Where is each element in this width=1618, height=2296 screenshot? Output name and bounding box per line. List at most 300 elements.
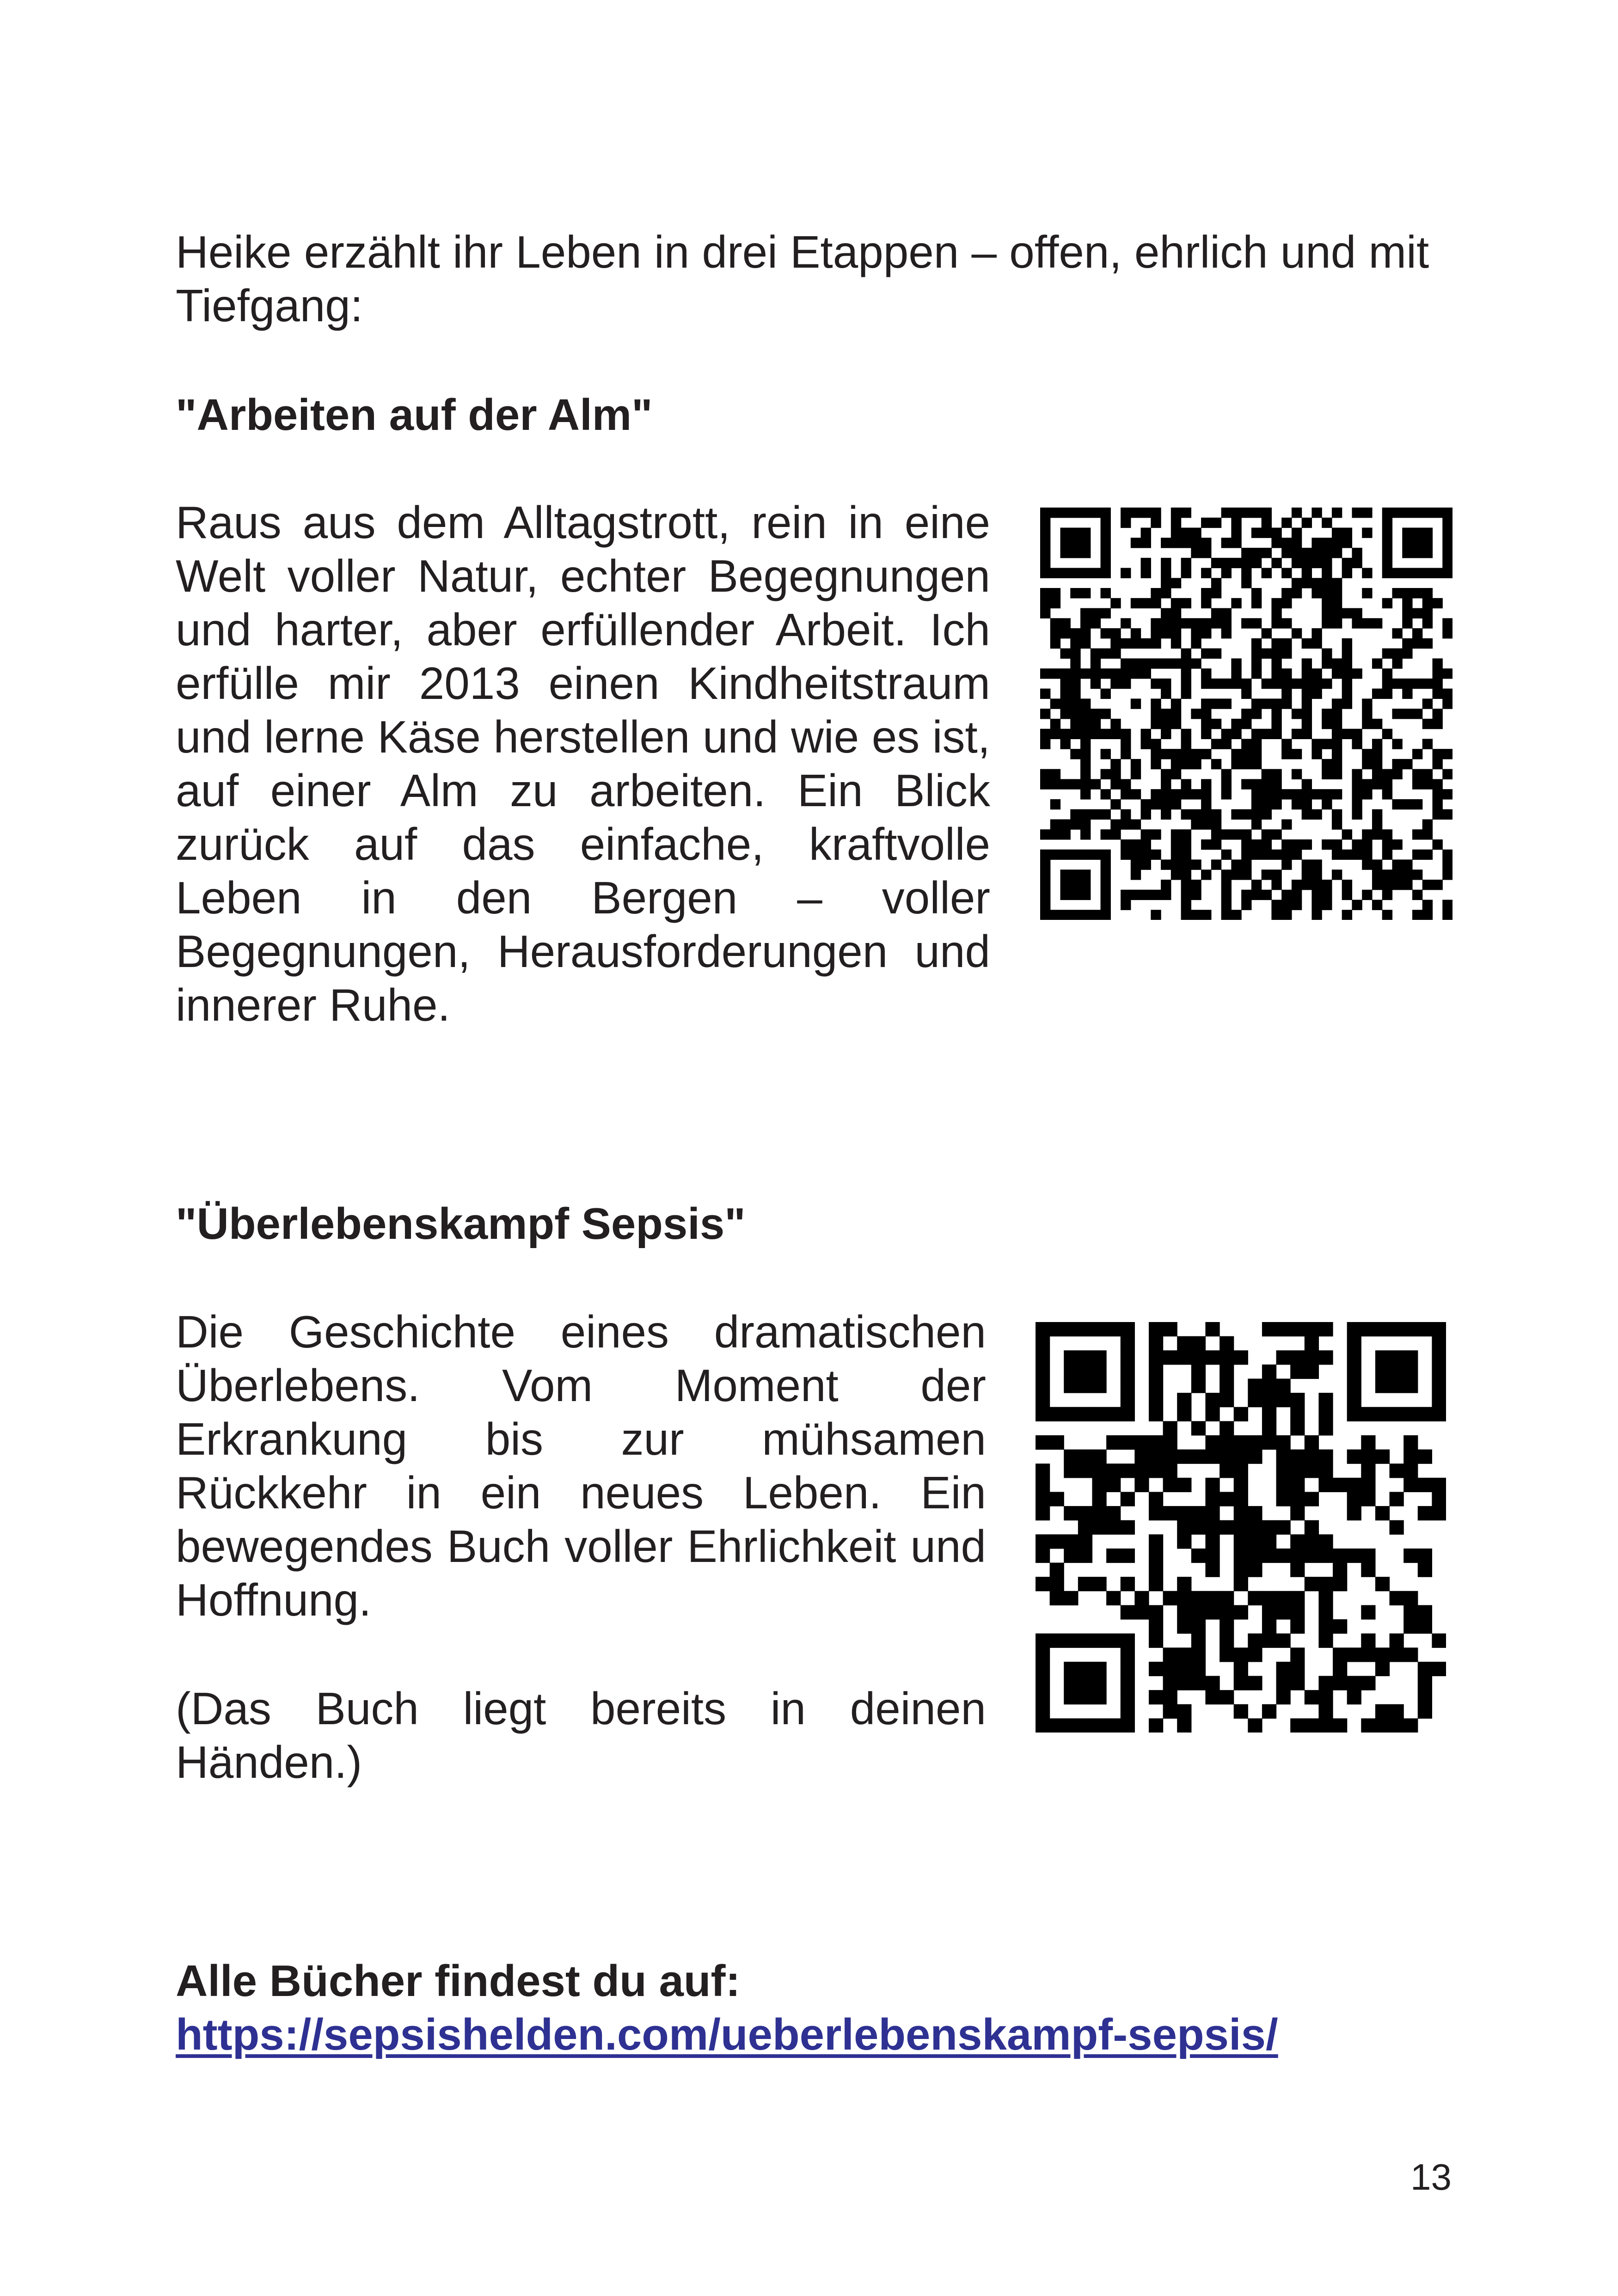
qr-module [1361, 1605, 1375, 1619]
qr-module [1181, 859, 1191, 869]
qr-module [1402, 608, 1412, 618]
qr-module [1362, 709, 1372, 719]
qr-module [1271, 799, 1281, 809]
qr-module [1322, 548, 1332, 558]
qr-module [1418, 1676, 1432, 1690]
qr-module [1403, 1718, 1418, 1733]
qr-module [1347, 1365, 1361, 1379]
qr-module [1231, 859, 1241, 869]
qr-module [1442, 558, 1453, 568]
qr-module [1432, 679, 1442, 689]
qr-module [1177, 1704, 1191, 1719]
qr-module [1050, 668, 1060, 679]
qr-module [1392, 880, 1402, 890]
qr-module [1392, 709, 1402, 719]
qr-module [1036, 1718, 1050, 1733]
qr-module [1161, 880, 1171, 890]
qr-module [1262, 1591, 1276, 1605]
qr-module [1347, 1647, 1361, 1662]
qr-module [1432, 1350, 1446, 1365]
qr-module [1091, 658, 1101, 668]
qr-module [1432, 789, 1442, 799]
qr-module [1432, 839, 1442, 850]
qr-module [1251, 668, 1262, 679]
qr-module [1342, 528, 1352, 538]
qr-module [1177, 1605, 1191, 1619]
qr-module [1251, 850, 1262, 860]
qr-module [1342, 729, 1352, 739]
qr-module [1050, 1634, 1064, 1648]
qr-module [1171, 578, 1181, 588]
qr-module [1418, 1605, 1432, 1619]
qr-module [1040, 548, 1050, 558]
qr-module [1149, 1718, 1163, 1733]
qr-module [1131, 538, 1141, 548]
qr-module [1281, 689, 1292, 699]
qr-module [1091, 709, 1101, 719]
qr-module [1412, 588, 1422, 598]
qr-module [1241, 859, 1251, 869]
qr-module [1151, 508, 1161, 518]
qr-module [1070, 779, 1080, 789]
qr-module [1191, 618, 1201, 628]
qr-module [1121, 1634, 1135, 1648]
qr-module [1251, 698, 1262, 709]
qr-module [1322, 558, 1332, 568]
qr-module [1121, 739, 1131, 749]
qr-module [1121, 658, 1131, 668]
qr-module [1276, 1450, 1291, 1464]
qr-module [1290, 1365, 1305, 1379]
qr-module [1322, 568, 1332, 578]
qr-module [1271, 900, 1281, 910]
qr-module [1318, 1591, 1333, 1605]
qr-module [1432, 1492, 1446, 1506]
qr-module [1403, 1549, 1418, 1563]
qr-module [1271, 729, 1281, 739]
qr-module [1060, 628, 1071, 638]
qr-module [1281, 618, 1292, 628]
qr-module [1422, 829, 1433, 839]
qr-module [1091, 608, 1101, 618]
qr-module [1281, 819, 1292, 829]
qr-module [1442, 850, 1453, 860]
qr-module [1382, 558, 1392, 568]
qr-module [1422, 598, 1433, 608]
qr-module [1442, 859, 1453, 869]
qr-module [1040, 900, 1050, 910]
qr-module [1248, 1378, 1262, 1393]
qr-module [1201, 649, 1211, 659]
qr-module [1121, 1690, 1135, 1704]
qr-module [1347, 1478, 1361, 1492]
qr-module [1262, 628, 1272, 638]
qr-module [1382, 598, 1392, 608]
qr-module [1091, 568, 1101, 578]
qr-module [1241, 829, 1251, 839]
qr-module [1290, 1407, 1305, 1421]
qr-module [1161, 729, 1171, 739]
qr-module [1036, 1690, 1050, 1704]
qr-module [1342, 850, 1352, 860]
qr-module [1403, 1647, 1418, 1662]
qr-module [1442, 628, 1453, 638]
qr-module [1402, 649, 1412, 659]
qr-module [1305, 1322, 1319, 1336]
qr-module [1422, 618, 1433, 628]
qr-module [1050, 719, 1060, 729]
qr-module [1040, 910, 1050, 920]
qr-module [1050, 1577, 1064, 1591]
qr-module [1271, 608, 1281, 618]
qr-module [1070, 698, 1080, 709]
qr-module [1060, 779, 1071, 789]
qr-module [1161, 608, 1171, 618]
qr-module [1231, 910, 1241, 920]
qr-module [1347, 1378, 1361, 1393]
qr-module [1392, 839, 1402, 850]
qr-module [1231, 759, 1241, 769]
qr-module [1078, 1690, 1092, 1704]
qr-module [1131, 628, 1141, 638]
qr-module [1121, 1435, 1135, 1450]
qr-module [1220, 1435, 1234, 1450]
qr-module [1220, 1520, 1234, 1535]
qr-module [1305, 1718, 1319, 1733]
qr-module [1091, 779, 1101, 789]
books-link[interactable]: https://sepsishelden.com/ueberlebenskampf-sepsis/ [176, 2010, 1278, 2059]
qr-module [1333, 1549, 1347, 1563]
qr-module [1161, 689, 1171, 699]
qr-module [1080, 729, 1091, 739]
qr-module [1432, 668, 1442, 679]
qr-module [1221, 558, 1232, 568]
qr-module [1352, 729, 1362, 739]
qr-module [1151, 698, 1161, 709]
qr-module [1318, 1690, 1333, 1704]
qr-module [1352, 779, 1362, 789]
qr-module [1060, 538, 1071, 548]
qr-module [1281, 789, 1292, 799]
qr-module [1177, 1478, 1191, 1492]
qr-module [1418, 1704, 1432, 1719]
qr-module [1271, 658, 1281, 668]
qr-module [1151, 739, 1161, 749]
qr-module [1201, 698, 1211, 709]
qr-module [1392, 679, 1402, 689]
qr-module [1392, 759, 1402, 769]
qr-module [1191, 528, 1201, 538]
qr-module [1149, 1577, 1163, 1591]
qr-module [1231, 538, 1241, 548]
qr-module [1040, 518, 1050, 528]
qr-module [1121, 789, 1131, 799]
qr-module [1149, 1350, 1163, 1365]
qr-module [1248, 1520, 1262, 1535]
qr-module [1106, 1506, 1121, 1520]
qr-module [1312, 689, 1322, 699]
qr-module [1333, 1676, 1347, 1690]
qr-module [1101, 880, 1111, 890]
qr-module [1211, 839, 1221, 850]
qr-module [1402, 588, 1412, 598]
qr-module [1281, 859, 1292, 869]
qr-module [1234, 1676, 1248, 1690]
qr-module [1302, 719, 1312, 729]
qr-module [1347, 1322, 1361, 1336]
qr-module [1312, 880, 1322, 890]
qr-module [1281, 518, 1292, 528]
qr-module [1382, 890, 1392, 900]
qr-module [1234, 1647, 1248, 1662]
qr-module [1036, 1350, 1050, 1365]
qr-module [1101, 568, 1111, 578]
qr-module [1312, 789, 1322, 799]
qr-module [1302, 839, 1312, 850]
qr-module [1201, 819, 1211, 829]
qr-module [1064, 1690, 1078, 1704]
qr-module [1078, 1520, 1092, 1535]
qr-module [1161, 628, 1171, 638]
qr-module [1177, 1393, 1191, 1407]
qr-module [1163, 1647, 1177, 1662]
qr-module [1231, 729, 1241, 739]
qr-module [1211, 829, 1221, 839]
qr-module [1110, 799, 1121, 809]
qr-module [1080, 880, 1091, 890]
qr-module [1134, 1591, 1149, 1605]
qr-module [1161, 779, 1171, 789]
qr-module [1231, 658, 1241, 668]
qr-module [1418, 1690, 1432, 1704]
qr-module [1191, 1605, 1206, 1619]
book-description-alm: Raus aus dem Alltagstrott, rein in eine Welt voller Natur, echter Begegnungen und harter, aber erfüllender Arbeit. Ich erfülle mir 2013 einen Kindheitstraum und lerne Käse herstellen und wie es ist, auf einer Alm zu arbeiten. Ein Blick zurück auf das einfache, kraftvolle Leben in den Bergen – voller Begegnungen, Herausforderungen und innerer Ruhe. [176, 497, 990, 1030]
qr-module [1352, 809, 1362, 820]
qr-module [1221, 538, 1232, 548]
qr-module [1040, 528, 1050, 538]
qr-module [1276, 1662, 1291, 1676]
qr-module [1181, 618, 1191, 628]
qr-module [1064, 1365, 1078, 1379]
qr-module [1220, 1619, 1234, 1634]
qr-module [1382, 538, 1392, 548]
qr-module [1333, 1647, 1347, 1662]
qr-module [1390, 1634, 1404, 1648]
qr-module [1402, 709, 1412, 719]
qr-module [1070, 568, 1080, 578]
qr-module [1442, 749, 1453, 759]
qr-code-icon[interactable] [1040, 508, 1453, 920]
qr-module [1312, 638, 1322, 649]
qr-module [1352, 618, 1362, 628]
qr-module [1131, 819, 1141, 829]
qr-module [1234, 1662, 1248, 1676]
qr-module [1191, 880, 1201, 890]
qr-module [1390, 1407, 1404, 1421]
qr-module [1080, 769, 1091, 779]
qr-module [1191, 1549, 1206, 1563]
qr-module [1432, 880, 1442, 890]
qr-module [1101, 689, 1111, 699]
qr-module [1422, 638, 1433, 649]
qr-module [1220, 1463, 1234, 1478]
qr-module [1372, 739, 1382, 749]
qr-module [1290, 1463, 1305, 1478]
qr-module [1332, 658, 1342, 668]
qr-module [1375, 1506, 1390, 1520]
qr-module [1163, 1591, 1177, 1605]
qr-module [1121, 668, 1131, 679]
qr-module [1110, 628, 1121, 638]
qr-module [1121, 679, 1131, 689]
qr-module [1361, 1718, 1375, 1733]
qr-module [1302, 789, 1312, 799]
qr-module [1211, 608, 1221, 618]
qr-module [1276, 1492, 1291, 1506]
qr-module [1402, 618, 1412, 628]
qr-module [1121, 618, 1131, 628]
qr-module [1362, 568, 1372, 578]
qr-module [1262, 1435, 1276, 1450]
qr-module [1442, 538, 1453, 548]
qr-module [1402, 880, 1412, 890]
qr-module [1281, 638, 1292, 649]
qr-module [1163, 1662, 1177, 1676]
qr-module [1040, 709, 1050, 719]
qr-module [1080, 668, 1091, 679]
qr-module [1040, 598, 1050, 608]
qr-module [1362, 749, 1372, 759]
qr-module [1131, 658, 1141, 668]
qr-module [1060, 739, 1071, 749]
qr-module [1181, 779, 1191, 789]
qr-module [1322, 618, 1332, 628]
qr-module [1322, 679, 1332, 689]
qr-module [1382, 689, 1392, 699]
qr-module [1205, 1534, 1220, 1549]
qr-module [1332, 528, 1342, 538]
qr-module [1362, 829, 1372, 839]
qr-module [1181, 679, 1191, 689]
qr-module [1070, 638, 1080, 649]
qr-module [1271, 779, 1281, 789]
qr-module [1191, 1619, 1206, 1634]
qr-module [1201, 568, 1211, 578]
qr-module [1332, 749, 1342, 759]
qr-module [1248, 1563, 1262, 1577]
qr-module [1101, 558, 1111, 568]
qr-module [1276, 1322, 1291, 1336]
qr-module [1318, 1350, 1333, 1365]
qr-module [1382, 668, 1392, 679]
qr-module [1040, 769, 1050, 779]
qr-module [1332, 729, 1342, 739]
qr-module [1281, 698, 1292, 709]
qr-code-icon[interactable] [1036, 1322, 1446, 1733]
qr-module [1201, 869, 1211, 880]
qr-module [1332, 769, 1342, 779]
qr-module [1262, 1549, 1276, 1563]
qr-module [1121, 1718, 1135, 1733]
qr-module [1402, 568, 1412, 578]
qr-module [1070, 850, 1080, 860]
qr-module [1181, 649, 1191, 659]
qr-module [1181, 850, 1191, 860]
qr-module [1422, 769, 1433, 779]
qr-module [1312, 749, 1322, 759]
qr-module [1251, 658, 1262, 668]
qr-module [1332, 668, 1342, 679]
qr-module [1060, 528, 1071, 538]
qr-module [1036, 1407, 1050, 1421]
qr-module [1382, 729, 1392, 739]
qr-module [1402, 548, 1412, 558]
qr-module [1271, 850, 1281, 860]
qr-module [1262, 799, 1272, 809]
qr-module [1221, 739, 1232, 749]
qr-module [1163, 1322, 1177, 1336]
qr-module [1101, 528, 1111, 538]
qr-module [1080, 789, 1091, 799]
qr-module [1347, 1549, 1361, 1563]
qr-module [1382, 829, 1392, 839]
qr-module [1241, 749, 1251, 759]
qr-module [1101, 859, 1111, 869]
qr-module [1276, 1378, 1291, 1393]
qr-module [1262, 1619, 1276, 1634]
qr-module [1234, 1577, 1248, 1591]
qr-module [1432, 759, 1442, 769]
qr-module [1070, 528, 1080, 538]
qr-module [1251, 739, 1262, 749]
qr-module [1131, 668, 1141, 679]
qr-module [1106, 1549, 1121, 1563]
qr-module [1281, 548, 1292, 558]
qr-module [1305, 1435, 1319, 1450]
qr-module [1372, 658, 1382, 668]
qr-module [1234, 1492, 1248, 1506]
qr-module [1290, 1506, 1305, 1520]
qr-module [1201, 729, 1211, 739]
qr-module [1234, 1450, 1248, 1464]
qr-module [1241, 839, 1251, 850]
qr-module [1171, 719, 1181, 729]
qr-module [1231, 869, 1241, 880]
qr-module [1251, 880, 1262, 890]
qr-module [1091, 850, 1101, 860]
qr-module [1080, 759, 1091, 769]
qr-module [1382, 869, 1392, 880]
qr-module [1040, 739, 1050, 749]
qr-module [1412, 528, 1422, 538]
qr-module [1262, 508, 1272, 518]
qr-module [1342, 668, 1352, 679]
qr-module [1050, 628, 1060, 638]
qr-module [1060, 850, 1071, 860]
qr-module [1141, 829, 1151, 839]
qr-module [1177, 1407, 1191, 1421]
qr-module [1241, 719, 1251, 729]
qr-module [1050, 588, 1060, 598]
qr-module [1070, 658, 1080, 668]
qr-module [1312, 739, 1322, 749]
qr-module [1121, 1322, 1135, 1336]
qr-module [1101, 548, 1111, 558]
qr-module [1171, 850, 1181, 860]
qr-module [1101, 518, 1111, 528]
qr-module [1134, 1435, 1149, 1450]
qr-module [1181, 869, 1191, 880]
